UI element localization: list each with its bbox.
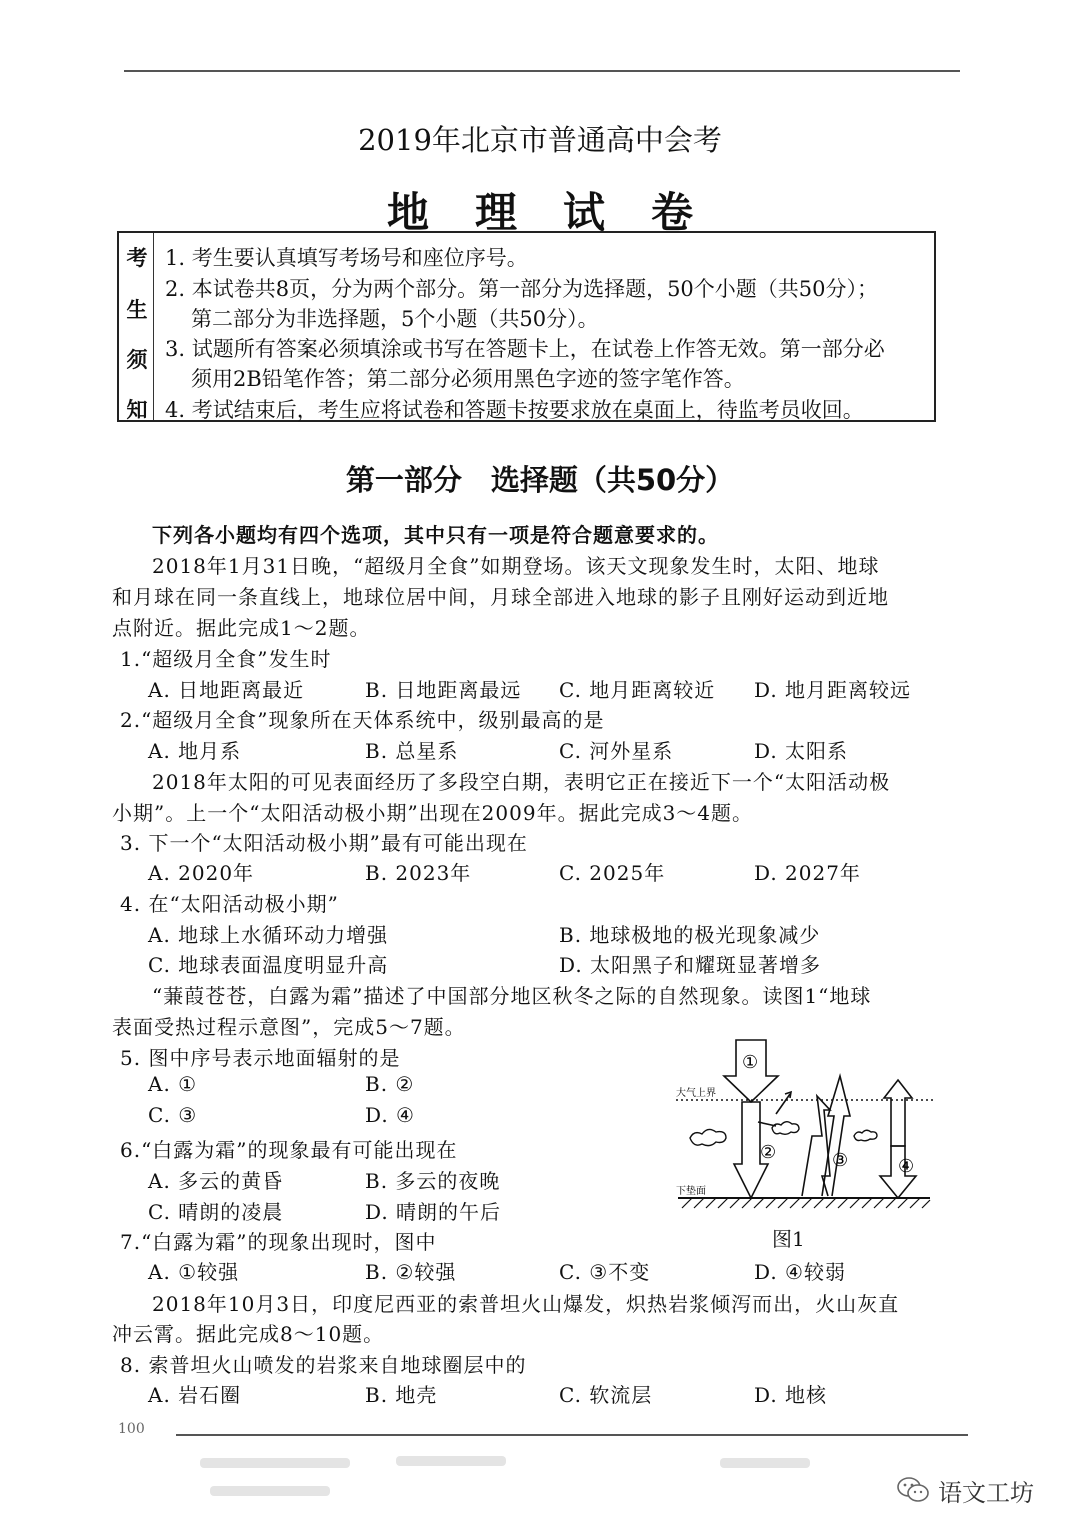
watermark — [896, 1470, 1034, 1510]
option: B. ② — [365, 1072, 415, 1096]
cloud-icon — [772, 1122, 799, 1135]
option: D. ④ — [365, 1103, 415, 1127]
passage-line: “蒹葭苍苍，白露为霜”描述了中国部分地区秋冬之际的自然现象。读图1“地球 — [152, 984, 872, 1008]
notice-box — [117, 231, 936, 422]
figure-caption: 图1 — [772, 1227, 805, 1251]
option: C. 晴朗的凌晨 — [148, 1200, 284, 1224]
passage-line: 2018年10月3日，印度尼西亚的索普坦火山爆发，炽热岩浆倾泻而出，火山灰直 — [152, 1292, 900, 1316]
notice-line: 1. 考生要认真填写考场号和座位序号。 — [165, 246, 528, 270]
option: D. 2027年 — [754, 861, 861, 885]
bleed-through-text — [720, 1458, 810, 1468]
option: A. 地球上水循环动力增强 — [148, 923, 389, 947]
bleed-through-text — [200, 1458, 350, 1468]
option: C. 河外星系 — [559, 739, 674, 763]
bleed-through-text — [210, 1486, 330, 1496]
atmosphere-top-label: 大气上界 — [676, 1088, 716, 1099]
notice-line: 第二部分为非选择题，5个小题（共50分）。 — [191, 307, 599, 331]
option: C. ③ — [148, 1103, 198, 1127]
marker-4: ④ — [898, 1156, 915, 1177]
notice-line: 2. 本试卷共8页，分为两个部分。第一部分为选择题，50个小题（共50分）； — [165, 277, 879, 301]
ground-surface-label: 下垫面 — [676, 1186, 706, 1197]
option: C. 软流层 — [559, 1383, 653, 1407]
option: A. 岩石圈 — [148, 1383, 242, 1407]
option: D. 太阳系 — [754, 739, 849, 763]
option: D. ④较弱 — [754, 1260, 846, 1284]
bottom-rule — [176, 1434, 968, 1436]
option: A. 地月系 — [148, 739, 242, 763]
chat-bubble-icon — [896, 1475, 930, 1505]
passage-line: 冲云霄。据此完成8～10题。 — [112, 1322, 385, 1346]
bleed-through-text — [396, 1456, 506, 1466]
passage-line: 2018年1月31日晚，“超级月全食”如期登场。该天文现象发生时，太阳、地球 — [152, 554, 880, 578]
ground-radiation-arrow — [802, 1096, 830, 1196]
option: B. ②较强 — [365, 1260, 457, 1284]
option: C. 地球表面温度明显升高 — [148, 953, 389, 977]
option: D. 太阳黑子和耀斑显著增多 — [559, 953, 822, 977]
question-stem: 4. 在“太阳活动极小期” — [120, 892, 339, 916]
question-stem: 7.“白露为霜”的现象出现时，图中 — [120, 1230, 437, 1254]
option: D. 地核 — [754, 1383, 828, 1407]
notice-line: 须用2B铅笔作答；第二部分必须用黑色字迹的签字笔作答。 — [191, 367, 745, 391]
passage-line: 小期”。上一个“太阳活动极小期”出现在2009年。据此完成3～4题。 — [112, 801, 754, 825]
passage-line: 表面受热过程示意图”，完成5～7题。 — [112, 1015, 466, 1039]
cloud-icon — [690, 1129, 726, 1145]
option: A. 日地距离最近 — [148, 678, 305, 702]
option: B. 总星系 — [365, 739, 459, 763]
cloud-icon — [854, 1130, 877, 1141]
notice-label-char: 须 — [126, 348, 148, 372]
notice-label-char: 生 — [126, 298, 148, 322]
ground-hatching — [682, 1198, 930, 1208]
notice-label-char: 考 — [126, 246, 148, 270]
question-stem: 3. 下一个“太阳活动极小期”最有可能出现在 — [120, 831, 528, 855]
question-stem: 5. 图中序号表示地面辐射的是 — [120, 1046, 401, 1070]
option: C. ③不变 — [559, 1260, 651, 1284]
option: C. 地月距离较近 — [559, 678, 716, 702]
question-stem: 1.“超级月全食”发生时 — [120, 647, 332, 671]
option: A. ①较强 — [148, 1260, 240, 1284]
option: B. 2023年 — [365, 861, 472, 885]
watermark-text: 语文工坊 — [938, 1478, 1034, 1507]
subject-title: 地理试卷 — [386, 188, 739, 237]
page-number: 100 — [118, 1421, 145, 1437]
question-stem: 6.“白露为霜”的现象最有可能出现在 — [120, 1138, 458, 1162]
option: A. 多云的黄昏 — [148, 1169, 284, 1193]
exam-title: 2019年北京市普通高中会考 — [358, 123, 722, 157]
part-heading: 第一部分 选择题（共50分） — [345, 463, 735, 497]
notice-line: 4. 考试结束后，考生应将试卷和答题卡按要求放在桌面上，待监考员收回。 — [165, 398, 864, 422]
instruction: 下列各小题均有四个选项，其中只有一项是符合题意要求的。 — [152, 523, 719, 547]
option: A. ① — [148, 1072, 198, 1096]
notice-label-char: 知 — [126, 398, 148, 422]
passage-line: 点附近。据此完成1～2题。 — [112, 616, 371, 640]
option: B. 地壳 — [365, 1383, 438, 1407]
option: B. 日地距离最远 — [365, 678, 522, 702]
question-stem: 2.“超级月全食”现象所在天体系统中，级别最高的是 — [120, 708, 605, 732]
top-rule — [124, 70, 960, 72]
option: B. 地球极地的极光现象减少 — [559, 923, 821, 947]
heating-process-diagram — [672, 1036, 937, 1251]
notice-line: 3. 试题所有答案必须填涂或书写在答题卡上，在试卷上作答无效。第一部分必 — [165, 337, 885, 361]
marker-3: ③ — [832, 1150, 849, 1171]
passage-line: 2018年太阳的可见表面经历了多段空白期，表明它正在接近下一个“太阳活动极 — [152, 770, 891, 794]
option: B. 多云的夜晚 — [365, 1169, 501, 1193]
upward-radiation-arrow — [884, 1080, 912, 1146]
option: D. 晴朗的午后 — [365, 1200, 502, 1224]
option: C. 2025年 — [559, 861, 666, 885]
option: D. 地月距离较远 — [754, 678, 912, 702]
marker-1: ① — [742, 1052, 759, 1073]
reflection-arrow — [776, 1094, 790, 1114]
marker-2: ② — [760, 1142, 777, 1163]
passage-line: 和月球在同一条直线上，地球位居中间，月球全部进入地球的影子且刚好运动到近地 — [112, 585, 889, 609]
option: A. 2020年 — [148, 861, 255, 885]
notice-label — [119, 233, 154, 420]
question-stem: 8. 索普坦火山喷发的岩浆来自地球圈层中的 — [120, 1353, 527, 1377]
